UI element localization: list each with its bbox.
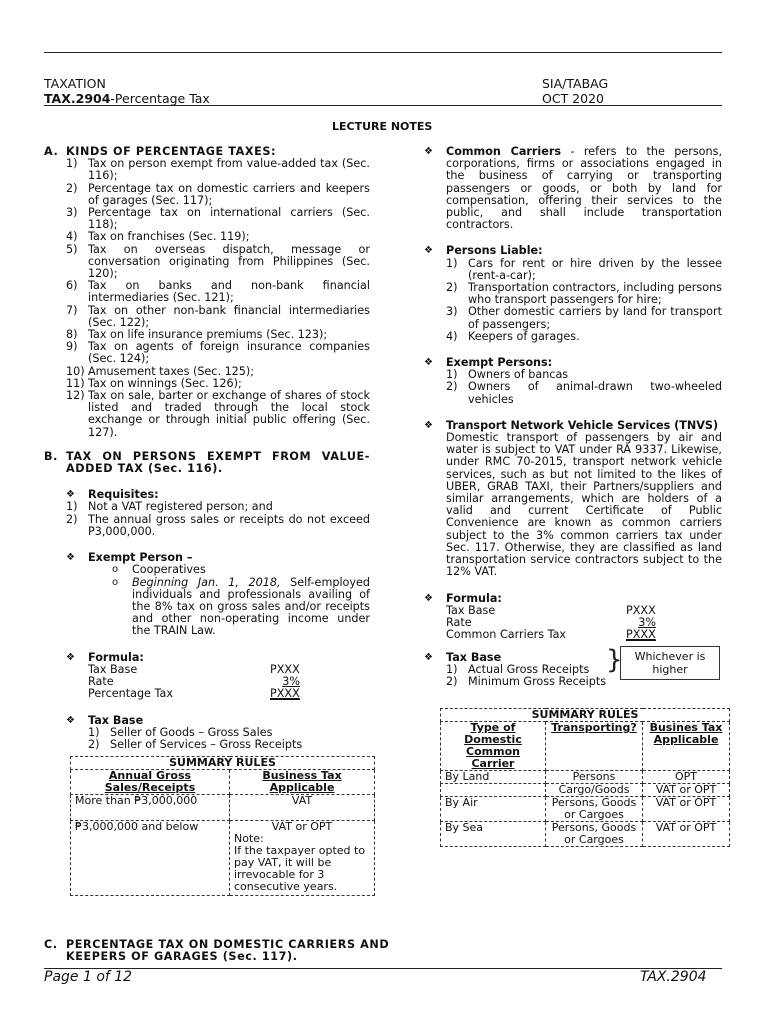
table-header: Business Tax Applicable [230,770,375,795]
requisites-list [44,501,370,538]
tax-base-heading-right: ❖ Tax Base [424,650,502,664]
exempt-person-heading: ❖ Exempt Person – [66,551,193,565]
table-row: Cargo/Goods VAT or OPT [441,784,730,797]
list-item: 2) Minimum Gross Receipts [446,675,607,689]
diamond-bullet-icon: ❖ [424,357,433,369]
list-item: 9) Tax on agents of foreign insurance companies (Sec. 124); [66,340,370,366]
formula-value: 3% [282,674,300,688]
diamond-bullet-icon: ❖ [66,651,75,663]
section-a-heading: A. KINDS OF PERCENTAGE TAXES: [44,145,277,158]
common-carriers-para: ❖ Common Carriers - refers to the persons, corporations, firms or associations engaged in the business of carrying or transporting passengers or goods, or both by land for compensation, offering their services to the public, and shall include transportation contractors. [424,145,722,232]
list-item: 1) Tax on person exempt from value-added tax (Sec. 116); [66,157,370,183]
diamond-bullet-icon: ❖ [424,651,433,663]
table-row: By Air Persons, Goods or Cargoes VAT or OPT [441,797,730,822]
header-authors: SIA/TABAG [542,76,609,91]
exempt-persons-heading: ❖ Exempt Persons: [424,356,553,370]
header-date: OCT 2020 [542,91,604,106]
tax-base-heading: ❖ Tax Base [66,713,144,727]
formula-value: PXXX [626,627,656,641]
list-item: 1) Seller of Goods – Gross Sales [88,725,273,739]
persons-liable-list [424,258,722,343]
diamond-bullet-icon: ❖ [66,489,75,501]
list-item: 5) Tax on overseas dispatch, message or conversation originating from Philippines (Sec. 120); [66,242,370,281]
diamond-bullet-icon: ❖ [424,419,433,431]
diamond-bullet-icon: ❖ [66,552,75,564]
whichever-box: Whichever is higher [620,646,720,680]
list-item: 2) The annual gross sales or receipts do not exceed P3,000,000. [66,512,370,538]
header-course: TAX.2904-Percentage Tax [44,91,210,106]
formula-key: Common Carriers Tax [446,627,567,641]
section-c-heading: C. PERCENTAGE TAX ON DOMESTIC CARRIERS AND KEEPERS OF GARAGES (Sec. 117). [44,938,390,964]
diamond-bullet-icon: ❖ [424,146,433,157]
section-b-heading: B. TAX ON PERSONS EXEMPT FROM VALUE-ADDED TAX (Sec. 116). [44,449,370,476]
list-item: o Beginning Jan. 1, 2018, Self-employed individuals and professionals availing of the 8% tax on gross sales and/or receipts and other non-operating income under the TRAIN Law. [112,575,370,638]
list-item: 2) Owners of animal-drawn two-wheeled vehicles [446,380,722,406]
right-column [424,146,722,688]
formula-block-right [424,605,722,642]
formula-key: Percentage Tax [88,686,173,700]
list-item: 2) Percentage tax on domestic carriers and keepers of garages (Sec. 117); [66,181,370,207]
list-item: 6) Tax on banks and non-bank financial intermediaries (Sec. 121); [66,279,370,305]
list-item: 3) Other domestic carriers by land for transport of passengers; [446,305,722,331]
list-item: 7) Tax on other non-bank financial intermediaries (Sec. 122); [66,303,370,329]
list-item: 8) Tax on life insurance premiums (Sec. 123); [66,328,328,342]
header-rule [44,105,722,106]
formula-block [44,664,370,701]
table-row: By Land Persons OPT [441,771,730,784]
formula-value: PXXX [270,686,300,700]
section-a-list [44,158,370,439]
table-row: ₱3,000,000 and below VAT or OPT Note: If the taxpayer opted to pay VAT, it will be irrevocable for 3 consecutive years. [71,821,375,896]
table-title: SUMMARY RULES [71,757,375,770]
table-row: More than ₱3,000,000 VAT [71,795,375,821]
brace-icon: } [606,645,623,675]
tnvs-text: Domestic transport of passengers by air and water is subject to VAT under RA 9337. Likewise, under RMC 70-2015, transport network vehicle services, such as but not limited to the likes of UBER, GRAB TAXI, their Partners/suppliers and similar arrangements, which are holders of a valid and current Certificate of Public Convenience are known as common carriers subject to the 3% common carriers tax under Sec. 117. Otherwise, they are classified as land transportation service contractors subject to the 12% VAT. [446,431,722,579]
list-item: 11) Tax on winnings (Sec. 126); [66,376,242,390]
list-item: 10) Amusement taxes (Sec. 125); [66,364,255,378]
list-item: 1) Not a VAT registered person; and [66,500,273,514]
summary-rules-table-left [70,756,375,896]
header-subject: TAXATION [44,76,106,91]
table-header: Type of Domestic Common Carrier [441,722,546,771]
list-item: 1) Cars for rent or hire driven by the lessee (rent-a-car); [446,256,722,282]
list-item: o Cooperatives [112,563,206,577]
list-item: 3) Percentage tax on international carriers (Sec. 118); [66,206,370,232]
list-item: 4) Tax on franchises (Sec. 119); [66,230,250,244]
list-item: 2) Transportation contractors, including persons who transport passengers for hire; [446,281,722,307]
list-item: 1) Actual Gross Receipts [446,662,590,676]
footer-code: TAX.2904 [640,969,707,985]
requisites-heading: ❖ Requisites: [66,488,159,502]
footer-page: Page 1 of 12 [44,969,133,985]
table-header: Busines Tax Applicable [643,722,730,771]
list-item: 1) Owners of bancas [446,368,569,382]
left-column [44,146,370,751]
exempt-persons-list [424,369,722,406]
formula-heading: ❖ Formula: [66,650,144,664]
table-header: Annual Gross Sales/Receipts [71,770,230,795]
formula-key: Rate [446,615,472,629]
footer-rule [44,968,722,969]
diamond-bullet-icon: ❖ [424,245,433,257]
table-header: Transporting? [546,722,643,771]
summary-rules-table-right [440,708,730,847]
tax-base-list [44,727,370,751]
formula-key: Tax Base [446,603,496,617]
formula-key: Rate [88,674,114,688]
table-row: By Sea Persons, Goods or Cargoes VAT or OPT [441,822,730,847]
tnvs-heading: ❖ Transport Network Vehicle Services (TNVS) [424,418,719,432]
table-title: SUMMARY RULES [441,709,730,722]
exempt-person-list [44,564,370,637]
list-item: 4) Keepers of garages. [446,329,580,343]
formula-key: Tax Base [88,662,138,676]
top-rule [44,52,722,53]
formula-value: 3% [638,615,656,629]
diamond-bullet-icon: ❖ [66,714,75,726]
list-item: 12) Tax on sale, barter or exchange of shares of stock listed and traded through the local stock exchange or through initial public offering (Sec. 127). [66,389,370,439]
formula-value: PXXX [626,603,656,617]
formula-heading-right: ❖ Formula: [424,591,502,605]
formula-value: PXXX [270,662,300,676]
list-item: 2) Seller of Services – Gross Receipts [88,738,303,752]
diamond-bullet-icon: ❖ [424,592,433,604]
page-title: LECTURE NOTES [332,120,433,133]
persons-liable-heading: ❖ Persons Liable: [424,244,543,258]
